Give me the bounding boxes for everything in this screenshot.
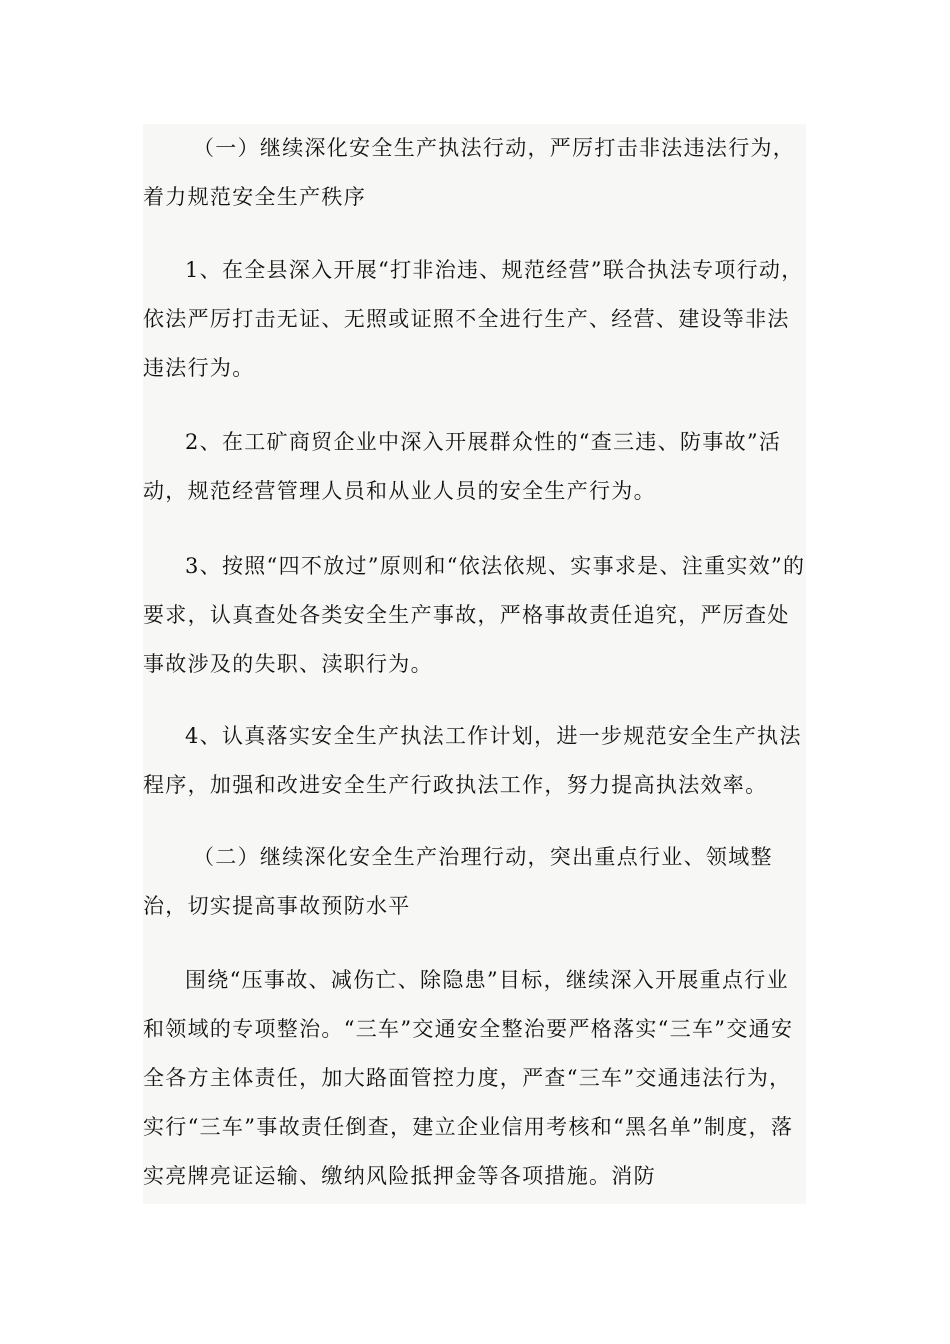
list-item-4: 4、认真落实安全生产执法工作计划，进一步规范安全生产执法程序，加强和改进安全生产行政执法工作，努力提高执法效率。 [143,724,802,797]
body-paragraph: 围绕“压事故、减伤亡、除隐患”目标，继续深入开展重点行业和领域的专项整治。“三车”交通安全整治要严格落实“三车”交通安全各方主体责任，加大路面管控力度，严查“三车”交通违法行为，实行“三车”事故责任倒查，建立企业信用考核和“黑名单”制度，落实亮牌亮证运输、缴纳风险抵押金等各项措施。消防 [143,968,794,1188]
document-text-area [143,124,806,1204]
list-item-2: 2、在工矿商贸企业中深入开展群众性的“查三违、防事故”活动，规范经营管理人员和从业人员的安全生产行为。 [143,430,782,503]
section-heading-2: （二）继续深化安全生产治理行动，突出重点行业、领域整治，切实提高事故预防水平 [143,845,773,918]
list-item-1: 1、在全县深入开展“打非治违、规范经营”联合执法专项行动，依法严厉打击无证、无照或证照不全进行生产、经营、建设等非法违法行为。 [143,258,804,380]
section-heading-1: （一）继续深化安全生产执法行动，严厉打击非法违法行为，着力规范安全生产秩序 [143,136,796,209]
list-item-3: 3、按照“四不放过”原则和“依法依规、实事求是、注重实效”的要求，认真查处各类安全生产事故，严格事故责任追究，严厉查处事故涉及的失职、渎职行为。 [143,554,806,676]
